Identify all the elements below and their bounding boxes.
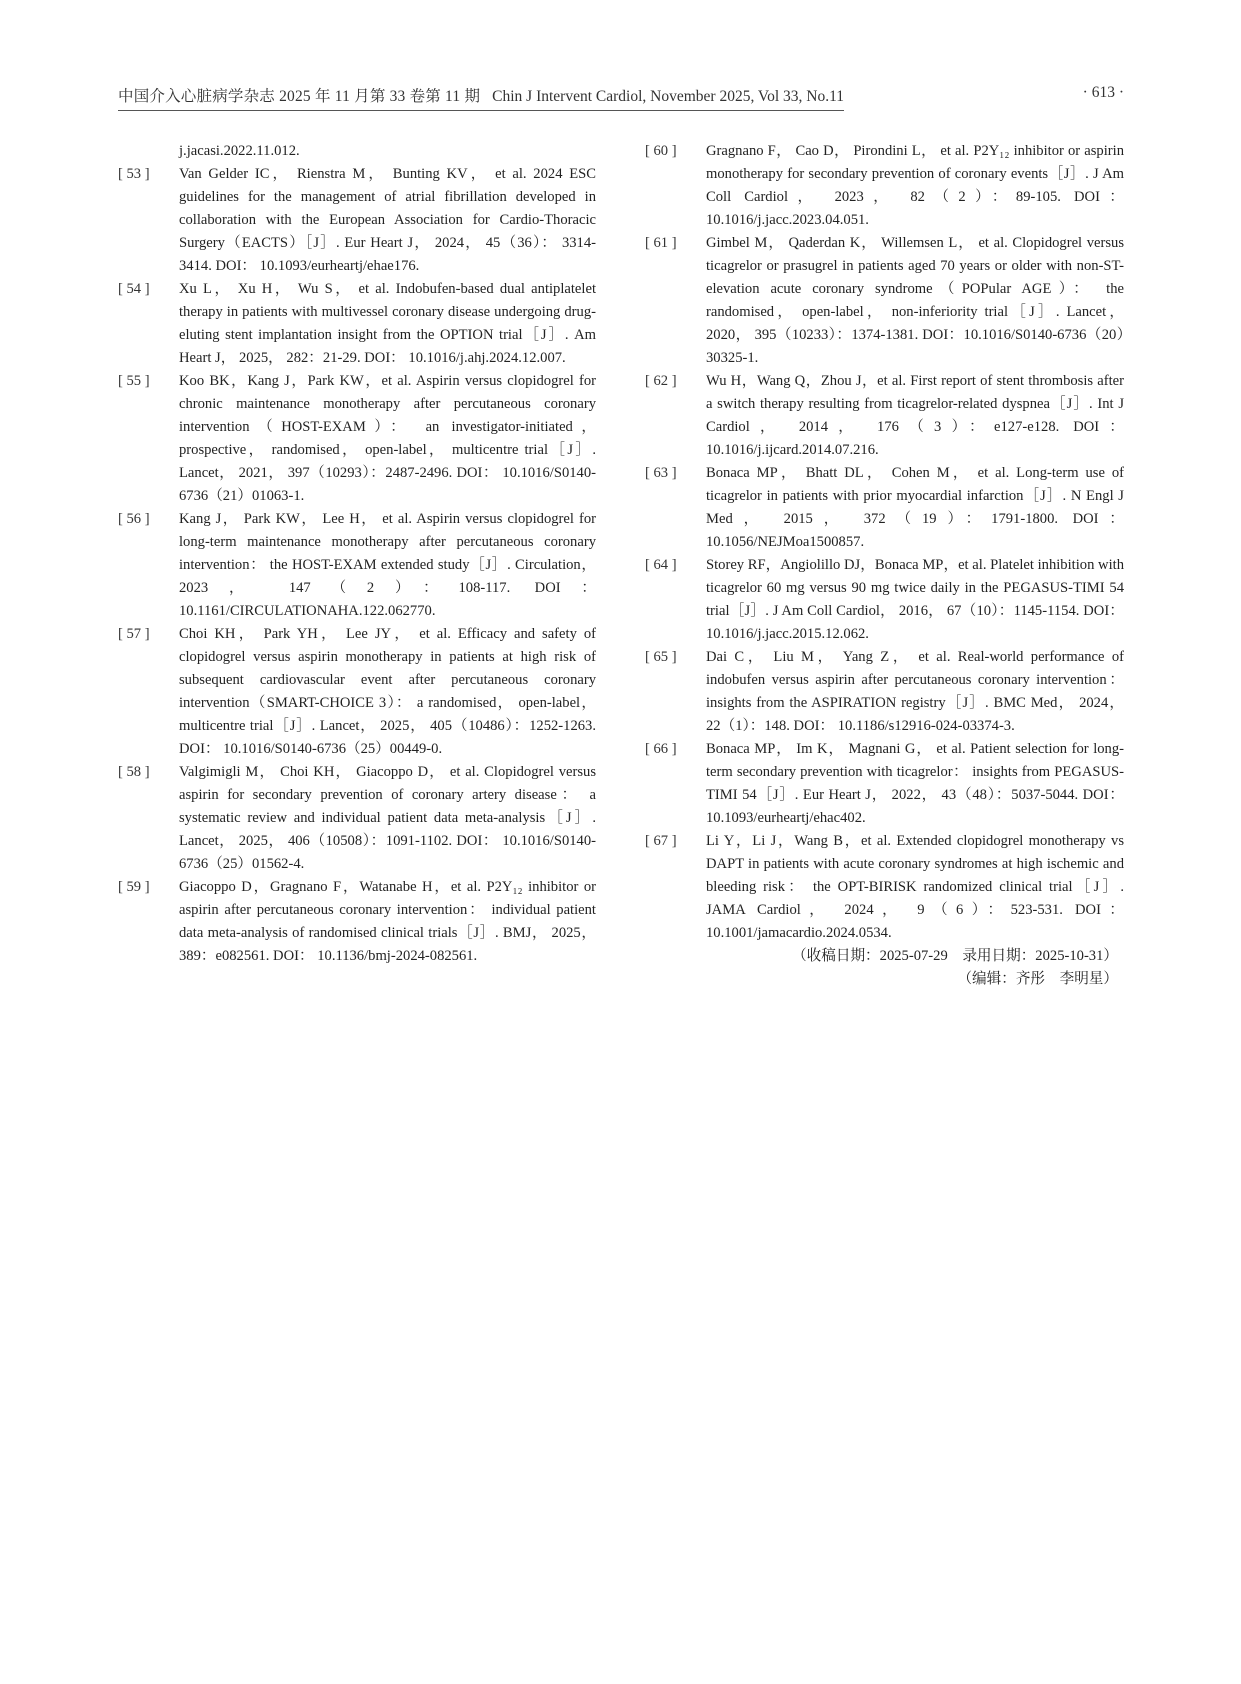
reference-number: [ 60 ] <box>645 143 677 159</box>
reference-item <box>118 163 596 278</box>
reference-text: Li Y，Li J，Wang B，et al. Extended clopidogrel monotherapy vs DAPT in patients with acute coronary syndromes at high ischemic and bleeding risk： the OPT-BIRISK randomized clinical trial［J］. JAMA Cardiol， 2024， 9（6）：523-531. DOI：10.1001/jamacardio.2024.0534. <box>706 833 1124 941</box>
reference-text: Gragnano F， Cao D， Pirondini L， et al. P2Y₁₂ inhibitor or aspirin monotherapy for secondary prevention of coronary events［J］. J Am Coll Cardiol， 2023， 82（2）：89-105. DOI：10.1016/j.jacc.2023.04.051. <box>706 143 1124 228</box>
reference-item <box>118 623 596 761</box>
reference-item <box>118 508 596 623</box>
received-accepted-dates: （收稿日期：2025-07-29 录用日期：2025-10-31） <box>792 948 1118 964</box>
reference-item <box>118 876 596 968</box>
reference-number: [ 59 ] <box>118 879 150 895</box>
reference-number: [ 58 ] <box>118 764 150 780</box>
reference-text: Storey RF，Angiolillo DJ，Bonaca MP，et al. Platelet inhibition with ticagrelor 60 mg versus 90 mg twice daily in the PEGASUS-TIMI 54 trial［J］. J Am Coll Cardiol， 2016， 67（10）：1145-1154. DOI： 10.1016/j.jacc.2015.12.062. <box>706 557 1124 642</box>
reference-number: [ 66 ] <box>645 741 677 757</box>
reference-number: [ 62 ] <box>645 373 677 389</box>
reference-number: [ 55 ] <box>118 373 150 389</box>
reference-number: [ 64 ] <box>645 557 677 573</box>
reference-item <box>118 370 596 508</box>
reference-number: [ 56 ] <box>118 511 150 527</box>
reference-text: Bonaca MP， Im K， Magnani G， et al. Patient selection for long-term secondary prevention with ticagrelor： insights from PEGASUS-TIMI 54［J］. Eur Heart J， 2022， 43（48）：5037-5044. DOI： 10.1093/eurheartj/ehac402. <box>706 741 1124 826</box>
reference-number: [ 67 ] <box>645 833 677 849</box>
page-number: · 613 · <box>1082 84 1124 101</box>
reference-text: Wu H，Wang Q，Zhou J，et al. First report of stent thrombosis after a switch therapy resulting from ticagrelor-related dyspnea［J］. Int J Cardiol， 2014， 176（3）：e127-e128. DOI：10.1016/j.ijcard.2014.07.216. <box>706 373 1124 458</box>
left-column <box>118 140 596 968</box>
reference-number: [ 65 ] <box>645 649 677 665</box>
reference-item <box>118 278 596 370</box>
reference-number: [ 63 ] <box>645 465 677 481</box>
reference-number: [ 57 ] <box>118 626 150 642</box>
reference-item <box>645 554 1124 646</box>
reference-item <box>645 140 1124 232</box>
reference-item <box>645 738 1124 830</box>
reference-continuation: j.jacasi.2022.11.012. <box>179 143 300 159</box>
running-head <box>118 84 844 111</box>
reference-item <box>645 370 1124 462</box>
reference-text: Koo BK，Kang J，Park KW，et al. Aspirin versus clopidogrel for chronic maintenance monotherapy after percutaneous coronary intervention（HOST-EXAM）： an investigator-initiated， prospective， randomised， open-label， multicentre trial［J］. Lancet， 2021， 397（10293）：2487-2496. DOI： 10.1016/S0140-6736（21）01063-1. <box>179 373 596 504</box>
reference-text: Xu L， Xu H， Wu S， et al. Indobufen-based dual antiplatelet therapy in patients with multivessel coronary disease undergoing drug-eluting stent implantation insight from the OPTION trial［J］. Am Heart J， 2025， 282：21-29. DOI： 10.1016/j.ahj.2024.12.007. <box>179 281 596 366</box>
journal-title-chinese: 中国介入心脏病学杂志 2025 年 11 月第 33 卷第 11 期 <box>118 88 481 105</box>
reference-item <box>118 761 596 876</box>
reference-text: Kang J， Park KW， Lee H， et al. Aspirin versus clopidogrel for long-term maintenance monotherapy after percutaneous coronary intervention： the HOST-EXAM extended study［J］. Circulation， 2023， 147（2）：108-117. DOI： 10.1161/CIRCULATIONAHA.122.062770. <box>179 511 596 619</box>
reference-text: Van Gelder IC， Rienstra M， Bunting KV， et al. 2024 ESC guidelines for the management of atrial fibrillation developed in collaboration with the European Association for Cardio-Thoracic Surgery（EACTS）［J］. Eur Heart J， 2024， 45（36）： 3314-3414. DOI： 10.1093/eurheartj/ehae176. <box>179 166 596 274</box>
reference-number: [ 53 ] <box>118 166 150 182</box>
editors-note: （编辑：齐彤 李明星） <box>957 971 1118 987</box>
reference-text: Giacoppo D，Gragnano F，Watanabe H，et al. P2Y₁₂ inhibitor or aspirin after percutaneous coronary intervention： individual patient data meta-analysis of randomised clinical trials［J］. BMJ， 2025， 389：e082561. DOI： 10.1136/bmj-2024-082561. <box>179 879 596 964</box>
reference-item <box>645 830 1124 945</box>
reference-number: [ 54 ] <box>118 281 150 297</box>
page-header <box>118 84 1124 110</box>
reference-item <box>645 646 1124 738</box>
reference-number: [ 61 ] <box>645 235 677 251</box>
reference-text: Dai C， Liu M， Yang Z， et al. Real-world performance of indobufen versus aspirin after percutaneous coronary intervention：insights from the ASPIRATION registry［J］. BMC Med， 2024， 22（1）：148. DOI： 10.1186/s12916-024-03374-3. <box>706 649 1124 734</box>
reference-text: Gimbel M， Qaderdan K， Willemsen L， et al. Clopidogrel versus ticagrelor or prasugrel in patients aged 70 years or older with non-ST-elevation acute coronary syndrome（POPular AGE）： the randomised， open-label， non-inferiority trial［J］. Lancet， 2020， 395（10233）：1374-1381. DOI：10.1016/S0140-6736（20）30325-1. <box>706 235 1124 366</box>
journal-title-english: Chin J Intervent Cardiol, November 2025, Vol 33, No.11 <box>492 88 845 105</box>
reference-text: Choi KH， Park YH， Lee JY， et al. Efficacy and safety of clopidogrel versus aspirin monotherapy in patients at high risk of subsequent cardiovascular event after percutaneous coronary intervention（SMART-CHOICE 3）： a randomised， open-label， multicentre trial［J］. Lancet， 2025， 405（10486）：1252-1263. DOI： 10.1016/S0140-6736（25）00449-0. <box>179 626 596 757</box>
reference-text: Valgimigli M， Choi KH， Giacoppo D， et al. Clopidogrel versus aspirin for secondary prevention of coronary artery disease： a systematic review and individual patient data meta-analysis［J］. Lancet， 2025， 406（10508）：1091-1102. DOI： 10.1016/S0140-6736（25）01562-4. <box>179 764 596 872</box>
reference-text: Bonaca MP， Bhatt DL， Cohen M， et al. Long-term use of ticagrelor in patients with prior myocardial infarction［J］. N Engl J Med， 2015， 372（19）：1791-1800. DOI： 10.1056/NEJMoa1500857. <box>706 465 1124 550</box>
reference-item <box>645 232 1124 370</box>
reference-item <box>645 462 1124 554</box>
right-column <box>645 140 1124 991</box>
